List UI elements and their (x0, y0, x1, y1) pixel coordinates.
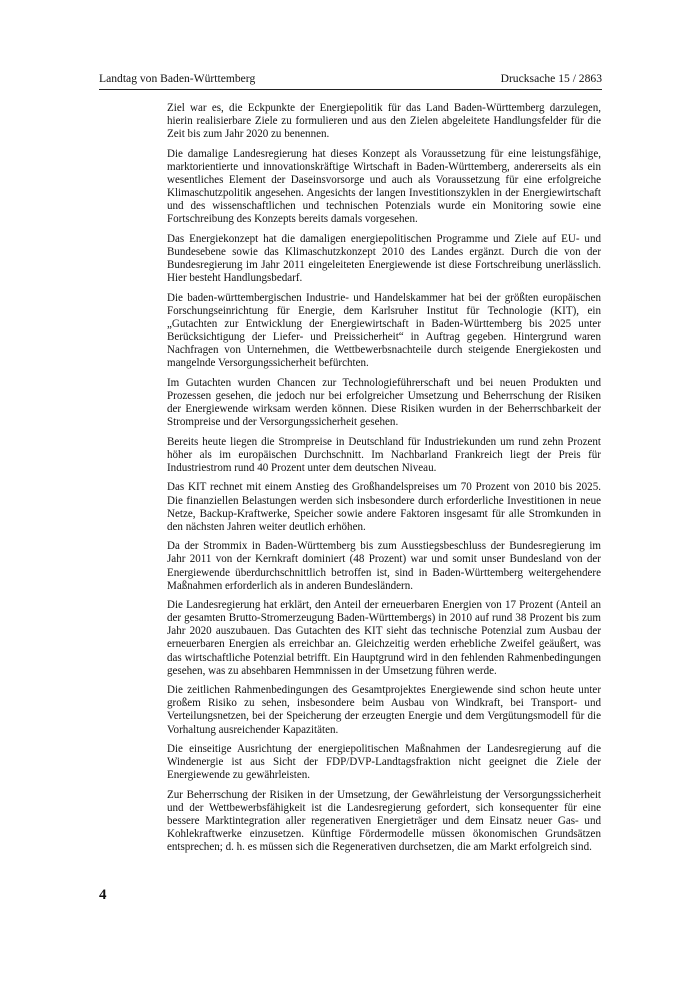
body-text (167, 102, 601, 861)
paragraph: Die zeitlichen Rahmenbedingungen des Gesamtprojektes Energiewende sind schon heute unter großem Risiko zu sehen, insbesondere beim Ausbau von Windkraft, bei Transport- und Verteilungsnetzen, bei der Speicherung der erzeugten Energie und dem Vergütungsmodell für die Vorhaltung ausreichender Kapazitäten. (167, 684, 601, 736)
paragraph: Die damalige Landesregierung hat dieses Konzept als Voraussetzung für eine leistungsfähige, marktorientierte und innovationskräftige Wirtschaft in Baden-Württemberg, andererseits als ein wesentliches Element der Daseinsvorsorge und auch als Voraussetzung für eine erfolgreiche Klimaschutzpolitik angesehen. Angesichts der langen Investitionszyklen in der Energiewirtschaft und des wissenschaftlichen und technischen Potenzials wurde ein Monitoring sowie eine Fortschreibung des Konzepts bereits damals vorgesehen. (167, 147, 601, 226)
header-left: Landtag von Baden-Württemberg (99, 72, 256, 85)
paragraph: Die einseitige Ausrichtung der energiepolitischen Maßnahmen der Landesregierung auf die Windenergie ist aus Sicht der FDP/DVP-Landtagsfraktion nicht geeignet die Ziele der Energiewende zu gewährleisten. (167, 743, 601, 782)
paragraph: Im Gutachten wurden Chancen zur Technologieführerschaft und bei neuen Produkten und Prozessen gesehen, die jedoch nur bei erfolgreicher Umsetzung und Beherrschung der Risiken der Energiewende wirksam werden können. Diese Risiken wurden in der Beherrschbarkeit der Strompreise und der Versorgungssicherheit gesehen. (167, 376, 601, 429)
header-right: Drucksache 15 / 2863 (500, 72, 602, 85)
paragraph: Ziel war es, die Eckpunkte der Energiepolitik für das Land Baden-Württemberg darzulegen, hierin realisierbare Ziele zu formulieren und aus den Zielen abgeleitete Handlungsfelder für die Zeit bis zum Jahr 2020 zu benennen. (167, 102, 601, 141)
paragraph: Das Energiekonzept hat die damaligen energiepolitischen Programme und Ziele auf EU- und Bundesebene sowie das Klimaschutzkonzept 2010 des Landes ergänzt. Durch die von der Bundesregierung im Jahr 2011 eingeleiteten Energiewende ist diese Fortschreibung unerlässlich. Hier besteht Handlungsbedarf. (167, 232, 601, 285)
page-number: 4 (99, 887, 107, 903)
page-header (99, 72, 602, 86)
paragraph: Bereits heute liegen die Strompreise in Deutschland für Industriekunden um rund zehn Prozent höher als im europäischen Durchschnitt. Im Nachbarland Frankreich liegt der Preis für Industriestrom rund 40 Prozent unter dem deutschen Niveau. (167, 435, 601, 474)
paragraph: Da der Strommix in Baden-Württemberg bis zum Ausstiegsbeschluss der Bundesregierung im Jahr 2011 von der Kernkraft dominiert (48 Prozent) war und somit unser Bundesland von der Energiewende überdurchschnittlich betroffen ist, sind in Baden-Württemberg weitergehendere Maßnahmen erforderlich als in anderen Bundesländern. (167, 540, 601, 592)
paragraph: Das KIT rechnet mit einem Anstieg des Großhandelspreises um 70 Prozent von 2010 bis 2025. Die finanziellen Belastungen werden sich insbesondere durch erforderliche Investitionen in neue Netze, Backup-Kraftwerke, Speicher sowie andere Faktoren insgesamt für alle Stromkunden in den nächsten Jahren weiter deutlich erhöhen. (167, 481, 601, 533)
paragraph: Die Landesregierung hat erklärt, den Anteil der erneuerbaren Energien von 17 Prozent (Anteil an der gesamten Brutto-Stromerzeugung Baden-Württembergs) in 2010 auf rund 38 Prozent bis zum Jahr 2020 auszubauen. Das Gutachten des KIT sieht das technische Potenzial zum Ausbau der erneuerbaren Energien als erreichbar an. Gleichzeitig werden erhebliche Zweifel geäußert, was das wirtschaftliche Potenzial betrifft. Ein Hauptgrund wird in den fehlenden Rahmenbedingungen gesehen, was zu absehbaren Hemmnissen in der Umsetzung führen werde. (167, 599, 601, 677)
paragraph: Die baden-württembergischen Industrie- und Handelskammer hat bei der größten europäischen Forschungseinrichtung für Energie, dem Karlsruher Institut für Technologie (KIT), ein „Gutachten zur Entwicklung der Energiewirtschaft in Baden-Württemberg bis 2025 unter Berücksichtigung der Liefer- und Preissicherheit“ in Auftrag gegeben. Hintergrund waren Nachfragen von Unternehmen, die Wettbewerbsnachteile durch steigende Energiekosten und mangelnde Versorgungssicherheit befürchten. (167, 291, 601, 370)
paragraph: Zur Beherrschung der Risiken in der Umsetzung, der Gewährleistung der Versorgungssicherheit und der Wettbewerbsfähigkeit ist die Landesregierung gefordert, sich konsequenter für eine bessere Marktintegration aller regenerativen Energieträger und dem Einsatz neuer Gas- und Kohlekraftwerke einzusetzen. Künftige Fördermodelle müssen ökonomischen Grundsätzen entsprechen; d. h. es müssen sich die Regenerativen durchsetzen, die am Markt erfolgreich sind. (167, 788, 601, 854)
header-rule (99, 89, 602, 90)
